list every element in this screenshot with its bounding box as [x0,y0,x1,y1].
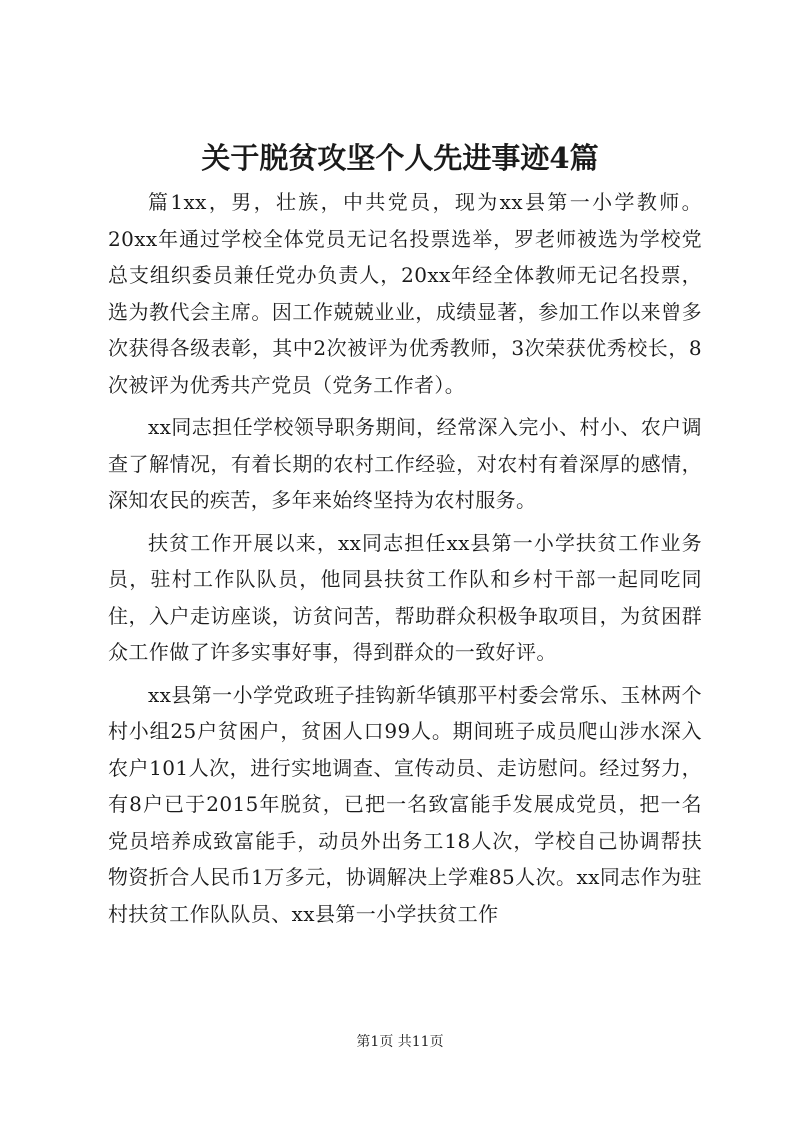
paragraph-3: 扶贫工作开展以来，xx同志担任xx县第一小学扶贫工作业务员，驻村工作队队员，他同县扶贫工作队和乡村干部一起同吃同住，入户走访座谈，访贫问苦，帮助群众积极争取项目，为贫困群众工作做了许多实事好事，得到群众的一致好评。 [108,530,702,664]
page-footer: 第1页 共11页 [356,1034,444,1050]
paragraph-1: 篇1xx，男，壮族，中共党员，现为xx县第一小学教师。20xx年通过学校全体党员无记名投票选举，罗老师被选为学校党总支组织委员兼任党办负责人，20xx年经全体教师无记名投票，选为教代会主席。因工作兢兢业业，成绩显著，参加工作以来曾多次获得各级表彰，其中2次被评为优秀教师，3次荣获优秀校长，8次被评为优秀共产党员（党务工作者）。 [108,190,702,397]
paragraph-2: xx同志担任学校领导职务期间，经常深入完小、村小、农户调查了解情况，有着长期的农村工作经验，对农村有着深厚的感情，深知农民的疾苦，多年来始终坚持为农村服务。 [108,415,702,512]
document-body [108,184,702,938]
document-title: 关于脱贫攻坚个人先进事迹4篇 [201,141,599,175]
paragraph-4: xx县第一小学党政班子挂钩新华镇那平村委会常乐、玉林两个村小组25户贫困户，贫困人口99人。期间班子成员爬山涉水深入农户101人次，进行实地调查、宣传动员、走访慰问。经过努力，有8户已于2015年脱贫，已把一名致富能手发展成党员，把一名党员培养成致富能手，动员外出务工18人次，学校自己协调帮扶物资折合人民币1万多元，协调解决上学难85人次。xx同志作为驻村扶贫工作队队员、xx县第一小学扶贫工作 [108,682,702,926]
